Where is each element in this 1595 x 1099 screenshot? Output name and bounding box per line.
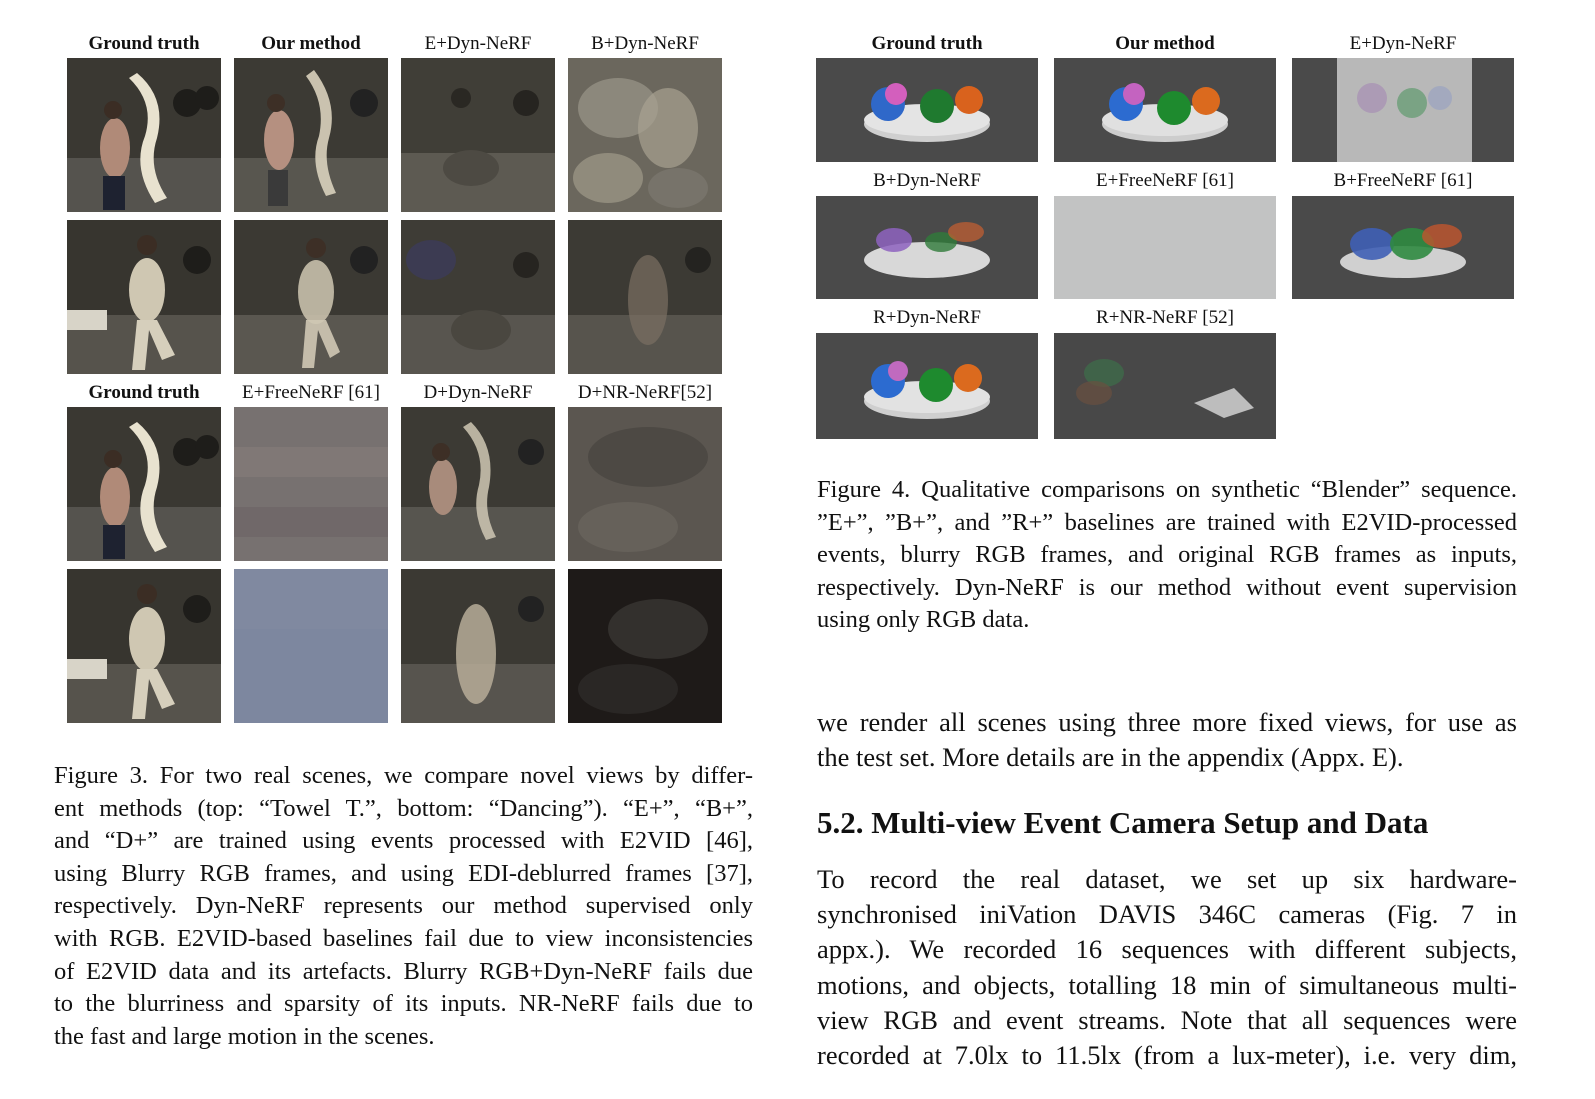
header-b-dyn-synthetic: B+Dyn-NeRF — [873, 170, 981, 191]
header-b-freenerf-synthetic: B+FreeNeRF [61] — [1333, 170, 1473, 191]
render-r-dyn-blender — [816, 333, 1038, 439]
header-d-dyn-nerf: D+Dyn-NeRF — [423, 382, 533, 403]
body-line: recorded at 7.0lx to 11.5lx (from a lux-meter), i.e. very dim, — [817, 1040, 1517, 1071]
body-line: the test set. More details are in the appendix (Appx. E). — [817, 742, 1404, 773]
photo-d-nr-dancing — [568, 569, 722, 723]
body-line: motions, and objects, totalling 18 min of simultaneous multi- — [817, 969, 1517, 1000]
caption-line: ”E+”, ”B+”, and ”R+” baselines are trained with E2VID-processed — [817, 508, 1517, 536]
caption-line: respectively. Dyn-NeRF is our method without event supervision — [817, 573, 1517, 601]
header-ground-truth-synthetic: Ground truth — [871, 33, 983, 54]
header-ground-truth: Ground truth — [88, 33, 200, 54]
photo-e-freenerf-towel — [234, 407, 388, 561]
photo-gt-dancing — [67, 220, 221, 374]
body-line: synchronised iniVation DAVIS 346C cameras (Fig. 7 in — [817, 899, 1517, 930]
render-e-dyn-blender — [1292, 58, 1514, 162]
caption-line: Figure 4. Qualitative comparisons on synthetic “Blender” sequence. — [817, 476, 1517, 503]
caption-line: ent methods (top: “Towel T.”, bottom: “Dancing”). “E+”, “B+”, — [54, 794, 753, 822]
header-r-nr-synthetic: R+NR-NeRF [52] — [1096, 307, 1234, 328]
header-b-dyn-nerf: B+Dyn-NeRF — [591, 33, 699, 54]
render-ours-blender — [1054, 58, 1276, 162]
header-d-nr-nerf: D+NR-NeRF[52] — [577, 382, 713, 403]
caption-line: respectively. Dyn-NeRF represents our method supervised only — [54, 892, 753, 920]
caption-line: using only RGB data. — [817, 606, 1030, 634]
caption-line: with RGB. E2VID-based baselines fail due to view inconsistencies — [54, 924, 753, 952]
render-r-nr-blender — [1054, 333, 1276, 439]
header-e-freenerf: E+FreeNeRF [61] — [242, 382, 380, 403]
photo-b-dyn-dancing — [568, 220, 722, 374]
photo-d-nr-towel — [568, 407, 722, 561]
header-our-method-synthetic: Our method — [1115, 33, 1215, 54]
body-line: To record the real dataset, we set up six hardware- — [817, 864, 1517, 894]
caption-line: the fast and large motion in the scenes. — [54, 1022, 435, 1050]
header-our-method: Our method — [261, 33, 361, 54]
photo-d-dyn-towel — [401, 407, 555, 561]
body-line: view RGB and event streams. Note that all sequences were — [817, 1004, 1517, 1035]
photo-ours-dancing — [234, 220, 388, 374]
header-r-dyn-synthetic: R+Dyn-NeRF — [873, 307, 981, 328]
photo-gt-towel — [67, 58, 221, 212]
body-paragraph-top — [817, 705, 1517, 775]
body-line: appx.). We recorded 16 sequences with different subjects, — [817, 934, 1517, 965]
caption-line: using Blurry RGB frames, and using EDI-deblurred frames [37], — [54, 859, 753, 887]
header-e-freenerf-synthetic: E+FreeNeRF [61] — [1096, 170, 1234, 191]
render-e-freenerf-blender — [1054, 196, 1276, 299]
figure-4-caption — [817, 474, 1517, 637]
caption-line: and “D+” are trained using events processed with E2VID [46], — [54, 827, 753, 855]
photo-ours-towel — [234, 58, 388, 212]
photo-e-freenerf-dancing — [234, 569, 388, 723]
figure-3-caption — [54, 760, 753, 1053]
header-e-dyn-nerf: E+Dyn-NeRF — [424, 33, 532, 54]
caption-line: events, blurry RGB frames, and original RGB frames as inputs, — [817, 541, 1517, 569]
photo-e-dyn-dancing — [401, 220, 555, 374]
section-heading: 5.2. Multi-view Event Camera Setup and Data — [817, 805, 1429, 840]
caption-line: to the blurriness and sparsity of its inputs. NR-NeRF fails due to — [54, 990, 753, 1018]
caption-line: Figure 3. For two real scenes, we compare novel views by differ- — [54, 762, 753, 789]
photo-e-dyn-towel — [401, 58, 555, 212]
caption-line: of E2VID data and its artefacts. Blurry RGB+Dyn-NeRF fails due — [54, 957, 753, 985]
render-b-dyn-blender — [816, 196, 1038, 299]
photo-b-dyn-towel — [568, 58, 722, 212]
render-gt-blender — [816, 58, 1038, 162]
body-line: we render all scenes using three more fixed views, for use as — [817, 707, 1517, 737]
photo-d-dyn-dancing — [401, 569, 555, 723]
photo-gt-towel-2 — [67, 407, 221, 561]
header-e-dyn-synthetic: E+Dyn-NeRF — [1349, 33, 1457, 54]
render-b-freenerf-blender — [1292, 196, 1514, 299]
body-paragraph-bottom — [817, 862, 1517, 1073]
header-ground-truth-2: Ground truth — [88, 382, 200, 403]
photo-gt-dancing-2 — [67, 569, 221, 723]
